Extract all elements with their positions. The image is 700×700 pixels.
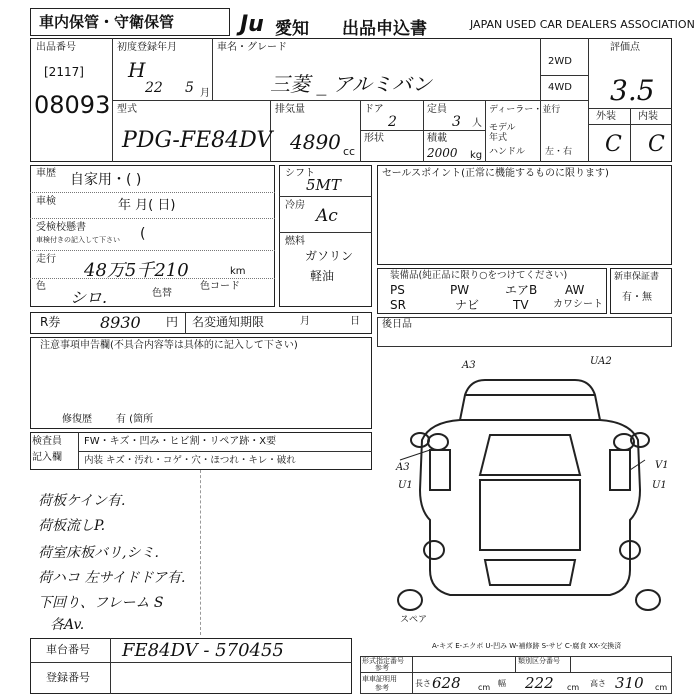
damage-legend: A-キズ E-エクボ U-凹み W-補修跡 S-サビ C-腐食 XX-交換済 [432,642,622,650]
spec-no-label: 形式指定番号 [362,657,404,665]
ju-logo: Ju [240,12,264,37]
remark-2: 荷板流しP. [38,518,106,534]
front-left-wheel [428,434,448,450]
handle-options: 左・右 [545,147,573,157]
mark-u1-right: U1 [652,480,667,491]
width-label: 幅 [498,679,506,688]
inspection-cert-sub: 車検付きの記入して下さい [36,236,120,244]
chassis-label: 車台番号 [46,643,90,656]
color-label: 色 [36,281,46,292]
rear-panel [485,560,575,585]
sales-label: セールスポイント(正常に機能するものに限ります) [382,168,609,179]
dealer-label: ディーラー・並行 [489,105,561,115]
capacity-value: 3 [452,114,461,130]
height-label: 高さ [590,679,606,688]
equip-navi: ナビ [455,298,480,312]
equip-pw: PW [450,283,470,297]
ac-value: Ac [316,206,338,226]
remark-3: 荷室床板バリ,シミ. [38,545,159,561]
mileage-label: 走行 [36,254,56,265]
mark-v1-right: V1 [655,460,669,471]
lot-small: [2117] [44,65,84,79]
repair-value: 有 (箇所 [116,414,154,425]
name-change-label: 名変通知期限 [192,315,265,329]
load-label: 積載 [427,133,447,144]
remark-5: 下回り、フレーム S [38,595,164,611]
name-change-month: 月 [300,316,310,327]
notes-label: 注意事項申告欄(不具合内容等は具体的に記入して下さい) [40,340,298,351]
rating-label: 評価点 [610,42,640,53]
recycle-unit: 円 [166,315,179,329]
warranty-options: 有・無 [622,292,652,303]
handle-label: ハンドル [489,147,526,157]
roof-lines [460,395,600,420]
displacement-label: 排気量 [275,104,305,115]
model-year-label: モデル [489,123,516,133]
width-unit: cm [567,683,580,692]
storage-box [30,8,230,36]
rear-box [377,317,672,347]
spare-tire-icon [398,590,422,610]
mirror-left [411,433,429,447]
form-title: 出品申込書 [342,19,427,39]
mileage-value: 48万5千210 [84,260,189,281]
inspection-cert-label: 受検校懸書 [36,222,86,233]
equip-leather: カワシート [553,299,603,310]
inspection-label: 車検 [36,196,56,207]
cabin [480,480,580,550]
reg-year: 22 [145,80,163,96]
length-value: 628 [432,674,461,692]
car-outline [420,380,640,595]
equip-ps: PS [390,283,405,297]
width-value: 222 [525,674,554,692]
association-name: JAPAN USED CAR DEALERS ASSOCIATION [470,18,695,31]
fuel-alt: 軽油 [310,269,335,283]
cert-label: 車車証明用 [362,675,397,683]
rear-label: 後日品 [382,319,412,330]
exterior-grade: C [605,132,622,157]
cert-ref: 参考 [375,684,389,692]
height-value: 310 [615,674,644,692]
name-change-day: 日 [350,316,360,327]
spare-label: スペア [400,615,428,625]
color-value: シロ. [70,288,108,307]
model-code: PDG-FE84DV [122,128,273,153]
displacement-value: 4890 [290,130,341,154]
exterior-label: 外装 [596,111,616,122]
mark-a3-left: A3 [396,462,410,473]
reg-month-unit: 月 [200,88,210,99]
mark-a3-top: A3 [462,360,476,371]
reg-era: H [128,58,146,82]
inspection-value: 年 月( 日) [118,198,176,213]
length-label: 長さ [415,679,431,688]
check-row2: 内装 キズ・汚れ・コゲ・穴・ほつれ・キレ・破れ [84,455,296,466]
category-no-label: 類別区分番号 [518,657,560,665]
capacity-label: 定員 [427,104,447,115]
repair-label: 修復歴 [62,414,92,425]
remark-1: 荷板ケイン有. [38,493,126,509]
height-unit: cm [655,683,668,692]
plate-label: 登録番号 [46,671,90,684]
load-unit: kg [470,150,483,161]
repaint-label: 色替 [152,288,172,299]
lot-label: 出品番号 [36,42,76,53]
drive-2wd: 2WD [548,56,572,67]
doors-label: ドア [364,104,384,115]
equip-airbag: エアB [505,283,538,297]
capacity-unit: 人 [472,118,482,129]
drive-4wd: 4WD [548,82,572,93]
model-label: 型式 [117,104,137,115]
equip-tv: TV [513,298,529,312]
ac-label: 冷房 [285,200,305,211]
interior-grade: C [648,132,665,157]
length-unit: cm [478,683,491,692]
reg-month: 5 [185,80,194,96]
inspector-label: 検査員 [32,436,62,447]
check-row1: FW・キズ・凹み・ヒビ割・リペア跡・X要 [84,436,277,447]
shape-label: 形状 [364,133,384,144]
mileage-unit: km [230,266,246,277]
car-diagram [390,360,670,630]
sales-box [377,165,672,265]
shift-label: シフト [285,168,315,179]
car-label: 車名・グレード [217,42,287,53]
storage-label: 車内保管・守衛保管 [39,13,175,31]
reg-label: 初度登録年月 [117,42,177,53]
equip-label: 装備品(純正品に限り○をつけてください) [390,270,568,281]
load-value: 2000 [427,146,458,160]
recycle-value: 8930 [100,313,141,332]
rear-left-wheel [424,541,444,559]
warranty-label: 新車保証書 [614,272,660,282]
history-label: 車歴 [36,168,56,179]
color-code-label: 色コード [200,281,240,292]
inspector-entry-label: 記入欄 [32,452,62,463]
windshield [480,435,580,475]
rating-value: 3.5 [610,74,655,107]
inspection-cert-value: ( [140,226,146,242]
side-panels [430,450,630,490]
chassis-value: FE84DV - 570455 [122,640,284,661]
equip-aw: AW [565,283,585,297]
wheel-icon [636,590,660,610]
displacement-unit: cc [343,145,356,158]
equip-sr: SR [390,298,406,312]
fuel-label: 燃料 [285,236,305,247]
fuel-value: ガソリン [305,249,354,263]
recycle-label: R券 [40,315,61,329]
spec-ref: 参考 [375,664,389,672]
mark-u1-left: U1 [398,480,413,491]
remark-6: 各Av. [50,617,85,633]
history-value: 自家用・( ) [70,172,142,188]
doors-value: 2 [388,114,397,130]
car-name: 三菱 _ アルミバン [270,72,432,96]
remark-4: 荷ハコ 左サイドドア有. [38,570,186,586]
year-label: 年式 [489,133,508,143]
shift-value: 5MT [306,176,341,194]
lot-number: 08093 [34,91,111,119]
org-name: 愛知 [275,19,309,39]
mark-ua2: UA2 [590,356,612,367]
interior-label: 内装 [638,111,658,122]
